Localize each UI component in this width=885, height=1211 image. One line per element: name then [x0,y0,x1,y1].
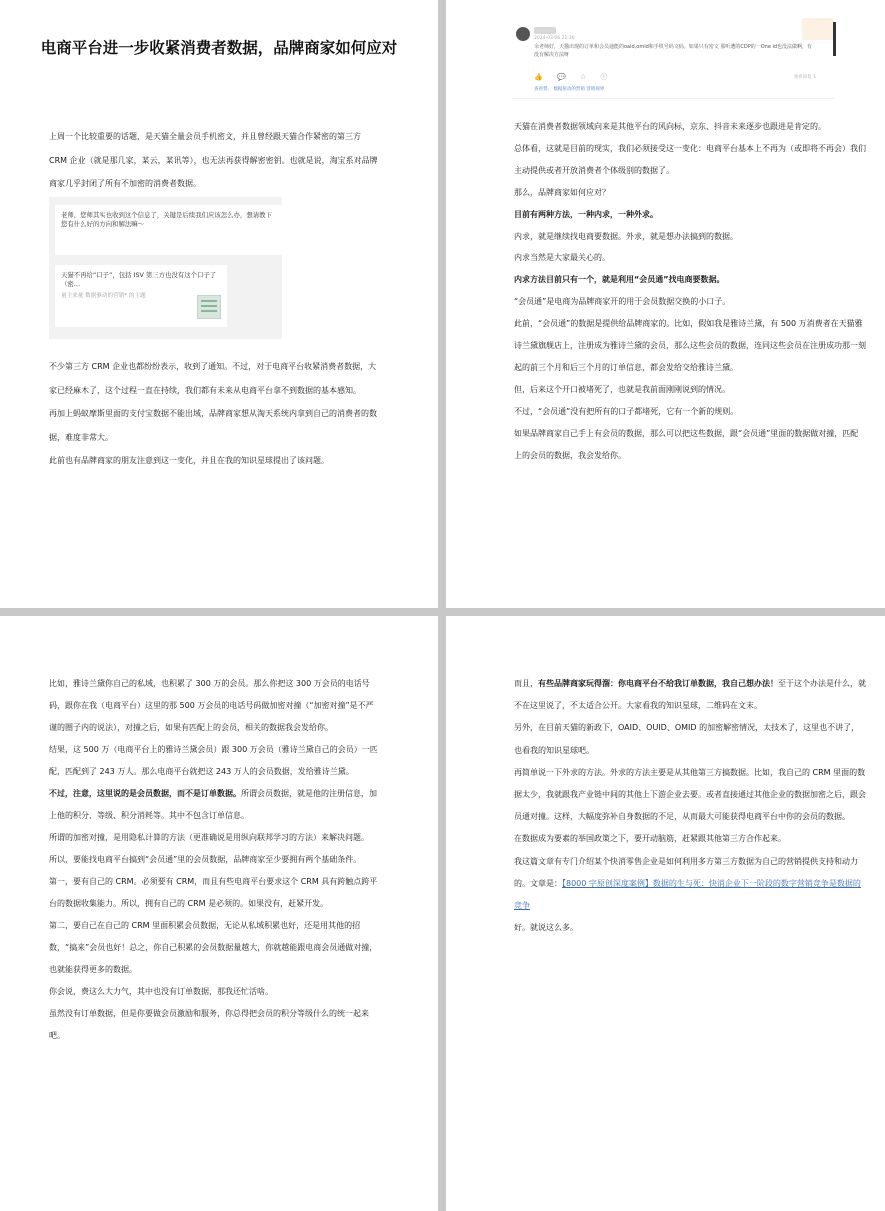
body-paragraphs-1 [49,355,381,473]
paragraph: 另外，在目前天猫的新政下，OAID、OUID、OMID 的加密解密情况，太技术了，这里也不讲了，也看我的知识星球吧。 [514,723,860,755]
promo-thumbnail [802,18,834,40]
shared-link-title: 天猫不再给“口子”，包括 ISV 第三方也没有这个口子了（密… [61,271,217,288]
comment-icon: 💬 [556,73,572,81]
like-icon: 👍 [534,73,549,81]
paragraph: 天猫在消费者数据领域向来是其他平台的风向标，京东、抖音未来逐步也跟进是肯定的。 [514,122,826,131]
paragraph: 再加上蚂蚁摩斯里面的支付宝数据不能出域，品牌商家想从淘天系统内拿到自己的消费者的数据，难度非常大。 [49,409,377,442]
closing-paragraph: 好。就说这么多。 [514,923,578,933]
paragraph: 我这篇文章有专门介绍某个快消零售企业是如何利用多方第三方数据为自己的营销提供支持和动力的。文章是：【8000 字原创深度案例】数据的生与死：快消企业下一阶段的数字营销竞争是数据的竞争 [514,856,861,911]
paragraph: 内求，就是继续找电商要数据。外求，就是想办法搞到的数据。 [514,231,738,241]
intro-paragraph: 上周一个比较重要的话题，是天猫全量会员手机密文，并且曾经跟天猫合作紧密的第三方 CRM 企业（就是那几家，某云，某讯等），也无法再获得解密密钥。也就是说，淘宝系对品牌商家几乎封闭了所有不加密的消费者数据。 [49,132,378,188]
blurred-username [534,27,556,34]
paragraph: 所以，要能找电商平台搞到“会员通”里的会员数据，品牌商家至少要拥有两个基础条件。 [49,855,362,864]
link-thumbnail-image [197,295,221,319]
paragraph: 内求方法目前只有一个，就是利用“会员通”找电商要数据。 [514,275,725,285]
paragraph: 那么，品牌商家如何应对？ [514,187,610,197]
paragraph: “会员通”是电商为品牌商家开的用于会员数据交换的小口子。 [514,297,731,307]
star-icon: ☆ [579,73,593,81]
reply-count: 查看回复 1 [793,75,816,80]
body-paragraphs-2 [514,116,866,467]
document-page-3 [0,616,438,1211]
document-page-1 [0,0,438,608]
paragraph: 如果品牌商家自己手上有会员的数据，那么可以把这些数据，跟“会员通”里面的数据做对撞，匹配上的会员的数据，我会发给你。 [514,428,859,460]
paragraph: 内求当然是大家最关心的。 [514,253,610,263]
paragraph: 再简单说一下外求的方法。外求的方法主要是从其他第三方搞数据。比如，我自己的 CRM 里面的数据太少，我就跟我产业链中间的其他上下游企业去要。或者直接通过其他企业的数据加密之后，跟会员通对撞。这样，大幅度弥补自身数据的不足，从而最大可能获得电商平台中你的会员的数据。 [514,767,866,822]
paragraph: 不过，注意，这里说的是会员数据，而不是订单数据。所谓会员数据，就是他的注册信息，加上他的积分、等级、积分消耗等。其中不包含订单信息。 [49,789,377,820]
comment-actions [534,72,613,82]
body-paragraphs-3 [49,673,380,1047]
paragraph: 结果，这 500 万（电商平台上的雅诗兰黛会员）跟 300 万会员（雅诗兰黛自己的会员）一匹配，匹配到了 243 万人。那么电商平台就把这 243 万人的会员数据，发给雅诗兰黛。 [49,745,378,776]
shared-link-meta: 量主来量 数据驱动的营销* 的主题 [61,293,146,299]
document-page-2 [446,0,885,608]
paragraph: 第二，要自己在自己的 CRM 里面积累会员数据，无论从私域积累也好，还是用其他的招数，“搞来”会员也好！总之，你自己积累的会员数据量越大，你就越能跟电商会员通做对撞，也就能获得更多的数据。 [49,921,378,974]
info-icon: ⓘ [600,73,614,81]
chat-screenshot [49,197,282,339]
paragraph: 总体看，这就是目前的现实，我们必须接受这一变化：电商平台基本上不再为（或即将不再会）我们主动提供或者开放消费者个体级别的数据了。 [514,143,866,175]
comment-text: 余老师好，天猫出现的订单和会员通能的oaid,omid和手机号码文码。如果只有密文 那听遭的CDP的一One id也没法做啊，有没有解决方法呀 [534,44,813,58]
paragraph: 此前也有品牌商家的朋友注意到这一变化，并且在我的知识星球提出了该问题。 [49,456,329,465]
comment-date: 2024-03-06 21:30 [534,36,575,41]
comment-tags: 查看赞、 数据驱动的营销 营销视界 [534,87,605,92]
paragraph: 第一，要有自己的 CRM。必须要有 CRM，而且有些电商平台要求这个 CRM 具有跨触点跨平台的数据收集能力。所以，拥有自己的 CRM 是必须的。如果没有，赶紧开发。 [49,877,378,908]
paragraph: 但，后来这个开口被堵死了，也就是我前面刚刚说到的情况。 [514,384,730,394]
document-page-4 [446,616,885,1211]
paragraph: 不过，“会员通”没有把所有的口子都堵死，它有一个新的规则。 [514,406,739,416]
article-link[interactable]: 【8000 字原创深度案例】数据的生与死：快消企业下一阶段的数字营销竞争是数据的竞争 [514,878,861,911]
comment-screenshot [512,18,834,99]
scrollbar-mark [833,22,836,56]
article-title: 电商平台进一步收紧消费者数据，品牌商家如何应对 [40,39,398,57]
chat-bubble-shared-link [55,265,227,327]
paragraph: 目前有两种方法，一种内求，一种外求。 [514,209,658,219]
paragraph: 不少第三方 CRM 企业也都纷纷表示，收到了通知。不过，对于电商平台收紧消费者数据，大家已经麻木了，这个过程一直在持续，我们都有未来从电商平台拿不到数据的基本感知。 [49,362,377,395]
paragraph: 而且，有些品牌商家玩得溜：你电商平台不给我订单数据，我自己想办法！至于这个办法是什么，就不在这里说了，不太适合公开。大家看我的知识星球，二维码在文末。 [514,679,866,711]
avatar [516,27,530,41]
paragraph: 比如，雅诗兰黛你自己的私域，也积累了 300 万的会员。那么你把这 300 万会员的电话号码，跟你在我（电商平台）这里的那 500 万会员的电话号码做加密对撞（“加密对撞”是不严谨的圈子内的说法），对撞之后，如果有匹配上的会员，相关的数据我会发给你。 [49,679,374,732]
chat-bubble-question: 老师，您师其实也收到这个信息了，关键是后续我们应该怎么办，想请教下您有什么好的方向和解法嘛～ [55,205,284,255]
body-paragraphs-4 [514,673,866,939]
paragraph: 你会说，费这么大力气，其中也没有订单数据，那我还忙活啥。 [49,987,273,996]
paragraph: 在数据成为要素的举国政策之下，要开动脑筋，赶紧跟其他第三方合作起来。 [514,834,786,844]
paragraph: 虽然没有订单数据，但是你要做会员激励和服务，你总得把会员的积分等级什么的统一起来吧。 [49,1009,369,1040]
paragraph: 所谓的加密对撞，是用隐私计算的方法（更准确说是用纵向联邦学习的方法）来解决问题。 [49,833,369,842]
paragraph: 此前，“会员通”的数据是提供给品牌商家的。比如，假如我是雅诗兰黛，有 500 万消费者在天猫雅诗兰黛旗舰店上，注册成为雅诗兰黛的会员，那么这些会员的数据，连同这些会员在注册成功那一刻起的前三个月和后三个月的订单信息，都会发给交给雅诗兰黛。 [514,319,866,372]
